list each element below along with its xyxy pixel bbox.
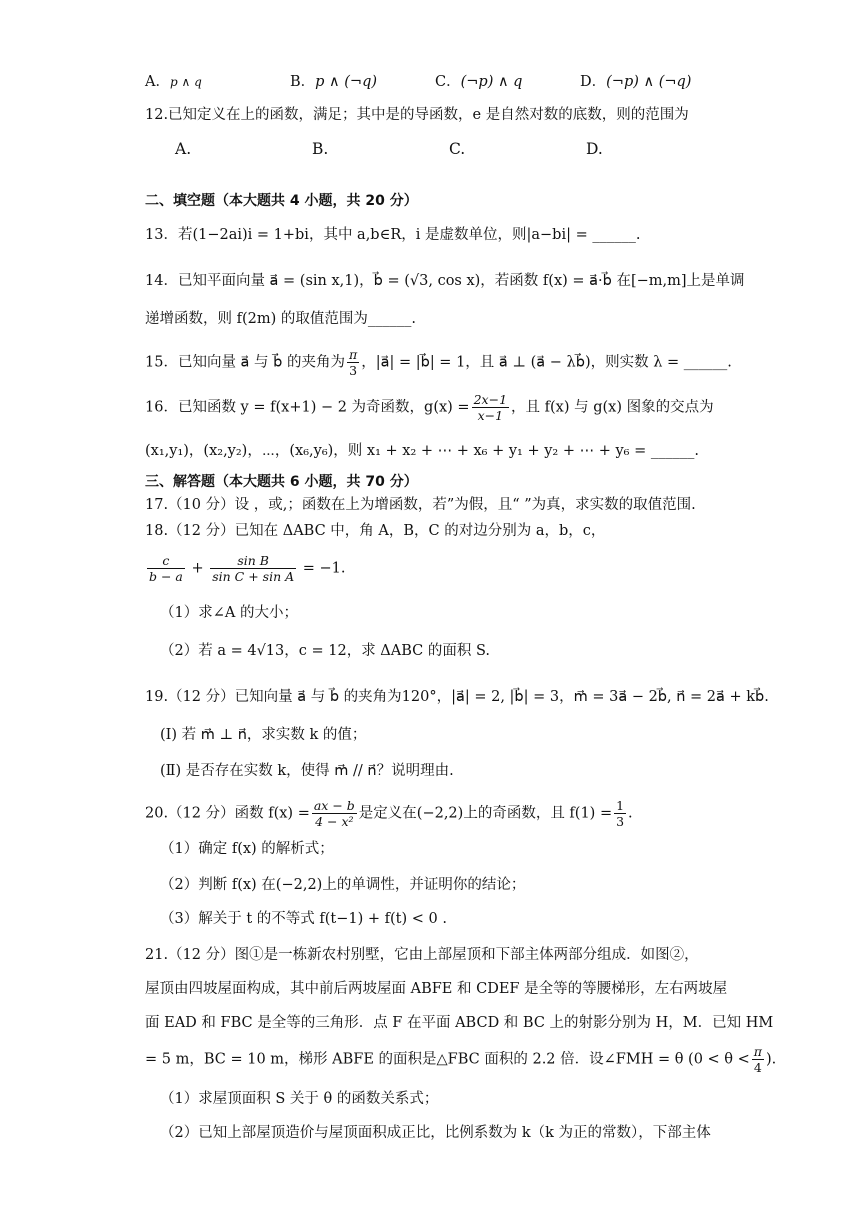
q20-value-fraction: $\frac{1}{3}$ <box>616 798 625 829</box>
q18-part-1: （1）求∠A 的大小； <box>160 605 298 621</box>
q19-part-1: (Ⅰ) 若 m⃗ ⊥ n⃗，求实数 k 的值； <box>160 727 367 743</box>
q13: 13．若(1−2ai)i = 1+bi，其中 a,b∈R，i 是虚数单位，则|a−bi| = ______. <box>145 227 641 243</box>
q16-g-fraction: $\frac{2x-1}{x-1}$ <box>473 392 508 423</box>
q11-option-b: B．p ∧ (¬q) <box>290 74 378 90</box>
q21-part-1: （1）求屋顶面积 S 关于 θ 的函数关系式； <box>160 1091 439 1107</box>
q20-part-2: （2）判断 f(x) 在(−2,2)上的单调性，并证明你的结论； <box>160 877 526 893</box>
q20-part-1: （1）确定 f(x) 的解析式； <box>160 841 334 857</box>
q21-line-3: 面 EAD 和 FBC 是全等的三角形．点 F 在平面 ABCD 和 BC 上的射影分别为 H，M．已知 HM <box>145 1015 774 1031</box>
q20-part-3: （3）解关于 t 的不等式 f(t−1) + f(t) < 0 . <box>160 911 447 927</box>
q21-part-2: （2）已知上部屋顶造价与屋顶面积成正比，比例系数为 k（k 为正的常数），下部主体 <box>160 1125 711 1141</box>
q11-option-d: D．(¬p) ∧ (¬q) <box>580 74 692 90</box>
q16-line-2: (x₁,y₁)，(x₂,y₂)，⋯，(x₆,y₆)，则 x₁ + x₂ + ⋯ + x₆ + y₁ + y₂ + ⋯ + y₆ = ______. <box>145 443 699 459</box>
q21-line-1: 21.（12 分）图①是一栋新农村别墅，它由上部屋顶和下部主体两部分组成．如图②， <box>145 947 699 963</box>
q21-theta-bound-fraction: $\frac{\pi}{4}$ <box>753 1044 763 1075</box>
q11-option-a: A．p ∧ q <box>145 74 202 90</box>
q17: 17.（10 分）设 ，或,；函数在上为增函数，若”为假，且“ ”为真，求实数的取值范围. <box>145 497 696 513</box>
q18-fraction-2: $\frac{\text{sin B}}{\text{sin C + sin A}}$ <box>212 553 295 584</box>
section-2-title: 二、填空题（本大题共 4 小题，共 20 分） <box>145 193 418 209</box>
q11-option-c: C．(¬p) ∧ q <box>435 74 523 90</box>
q18-line-1: 18.（12 分）已知在 ΔABC 中，角 A，B，C 的对边分别为 a，b，c， <box>145 523 606 539</box>
q11-options <box>145 70 725 91</box>
q19-line-1: 19.（12 分）已知向量 a⃗ 与 b⃗ 的夹角为120°，|a⃗| = 2, |b⃗| = 3，m⃗ = 3a⃗ − 2b⃗, n⃗ = 2a⃗ + kb⃗. <box>145 689 769 705</box>
q16-line-1: 16．已知函数 y = f(x+1) − 2 为奇函数，g(x) = $\frac{2x-1}{x-1}$ ，且 f(x) 与 g(x) 图象的交点为 <box>145 392 714 423</box>
q19-part-2: (Ⅱ) 是否存在实数 k，使得 m⃗ // n⃗？说明理由. <box>160 763 454 779</box>
q12-options <box>175 140 735 158</box>
q21-line-4: = 5 m，BC = 10 m，梯形 ABFE 的面积是△FBC 面积的 2.2 倍．设∠FMH = θ (0 < θ < $\frac{\pi}{4}$ ). <box>145 1044 777 1075</box>
q18-equation: $\frac{c}{b - a}$ + $\frac{\text{sin B}}{\text{sin C + sin A}}$ = −1. <box>149 553 346 584</box>
q12-option-d: D. <box>586 140 603 158</box>
q21-line-2: 屋顶由四坡屋面构成，其中前后两坡屋面 ABFE 和 CDEF 是全等的等腰梯形，左右两坡屋 <box>145 981 728 997</box>
q14-line-2: 递增函数，则 f(2m) 的取值范围为______. <box>145 311 416 327</box>
q15-angle-fraction: $\frac{\pi}{3}$ <box>348 347 358 378</box>
q12-option-b: B. <box>312 140 329 158</box>
q18-fraction-1: $\frac{c}{b - a}$ <box>149 553 183 584</box>
q20-f-fraction: $\frac{ax - b}{\text{4 − x²}}$ <box>313 798 355 829</box>
q15: 15．已知向量 a⃗ 与 b⃗ 的夹角为 $\frac{\pi}{3}$ ，|a⃗| = |b⃗| = 1，且 a⃗ ⊥ (a⃗ − λb⃗)，则实数 λ = ______. <box>145 347 732 378</box>
q12-stem: 12.已知定义在上的函数，满足；其中是的导函数，e 是自然对数的底数，则的范围为 <box>145 107 689 123</box>
section-3-title: 三、解答题（本大题共 6 小题，共 70 分） <box>145 474 418 490</box>
q12-option-a: A. <box>175 140 192 158</box>
q20-line-1: 20.（12 分）函数 f(x) = $\frac{ax - b}{\text{4 − x²}}$ 是定义在(−2,2)上的奇函数，且 f(1) = $\frac{1}{3}$ . <box>145 798 633 829</box>
q18-part-2: （2）若 a = 4√13，c = 12，求 ΔABC 的面积 S. <box>160 643 491 659</box>
q14-line-1: 14．已知平面向量 a⃗ = (sin x,1)，b⃗ = (√3, cos x)，若函数 f(x) = a⃗·b⃗ 在[−m,m]上是单调 <box>145 273 745 289</box>
q12-option-c: C. <box>449 140 466 158</box>
